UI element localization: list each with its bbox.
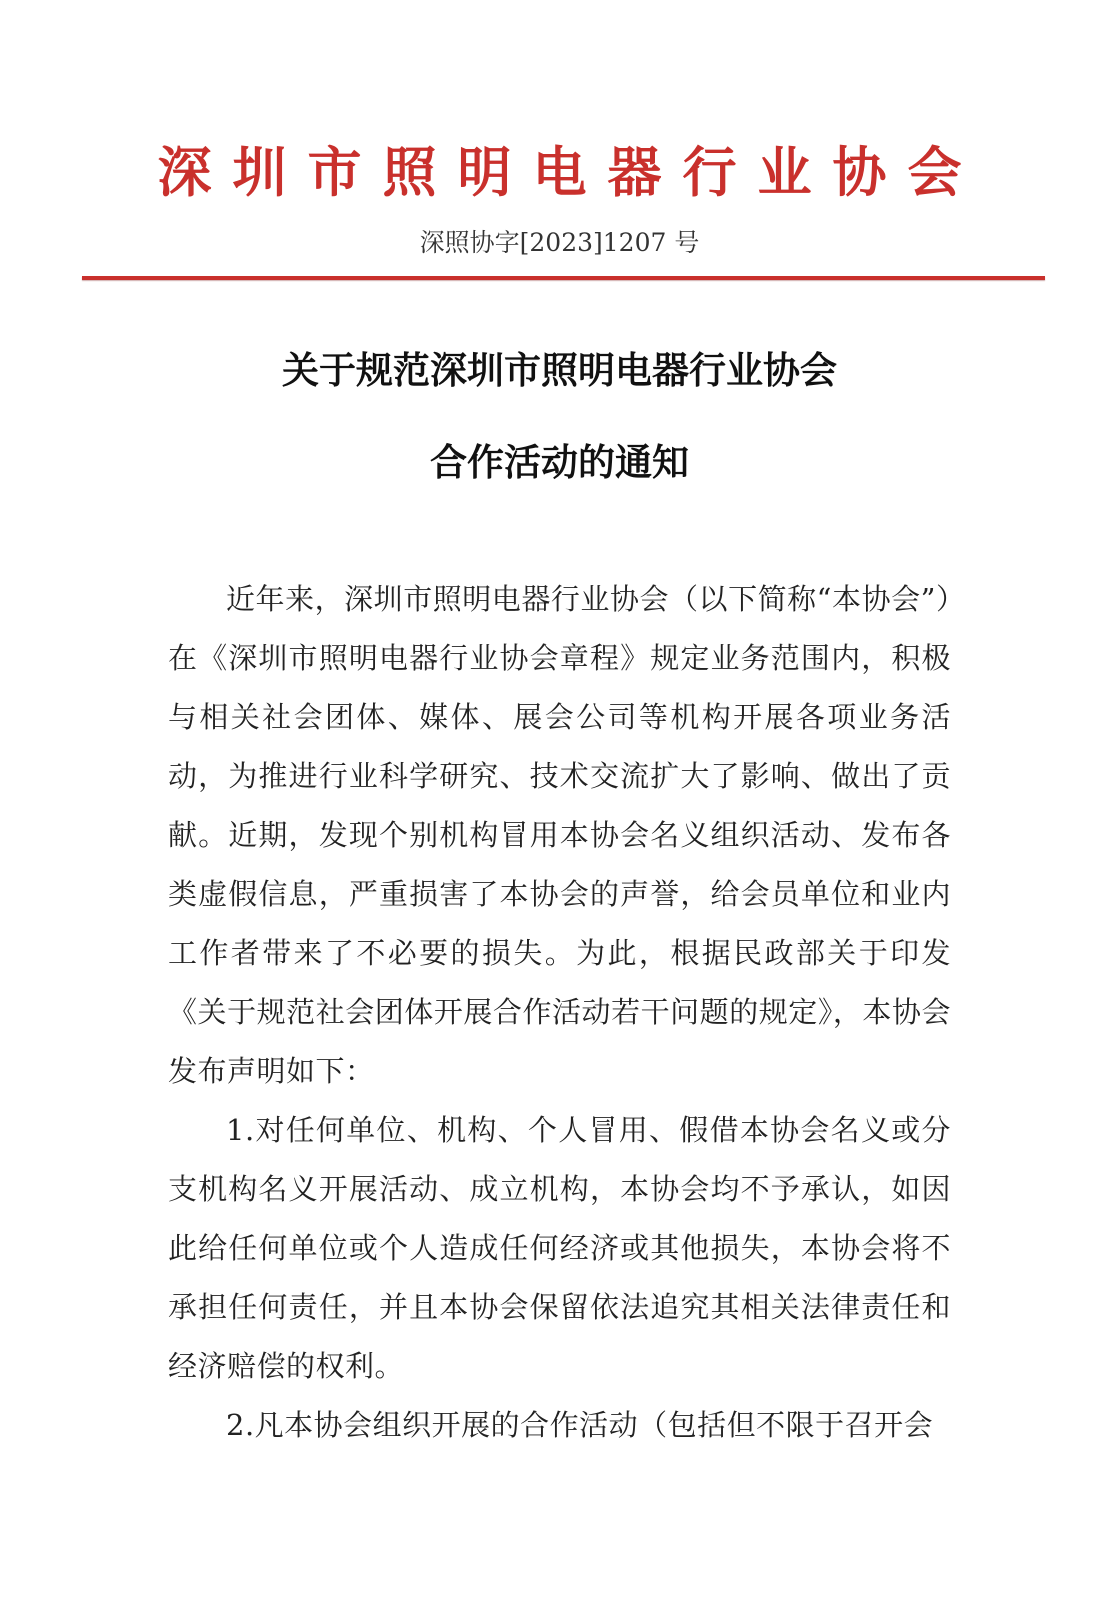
document-body [168,570,951,1455]
document-title-line-2: 合作活动的通知 [430,441,689,484]
body-paragraph-intro: 近年来，深圳市照明电器行业协会（以下简称“本协会”）在《深圳市照明电器行业协会章程》规定业务范围内，积极与相关社会团体、媒体、展会公司等机构开展各项业务活动，为推进行业科学研究、技术交流扩大了影响、做出了贡献。近期，发现个别机构冒用本协会名义组织活动、发布各类虚假信息，严重损害了本协会的声誉，给会员单位和业内工作者带来了不必要的损失。为此，根据民政部关于印发《关于规范社会团体开展合作活动若干问题的规定》，本协会发布声明如下： [168,582,951,1088]
letterhead-divider [82,276,1045,280]
body-paragraph-item-2: 2.凡本协会组织开展的合作活动（包括但不限于召开会 [226,1408,934,1442]
letterhead-org-name: 深圳市照明电器行业协会 [157,140,983,204]
body-paragraph-item-1: 1.对任何单位、机构、个人冒用、假借本协会名义或分支机构名义开展活动、成立机构，本协会均不予承认，如因此给任何单位或个人造成任何经济或其他损失，本协会将不承担任何责任，并且本协会保留依法追究其相关法律责任和经济赔偿的权利。 [168,1113,951,1383]
document-number: 深照协字[2023]1207 号 [419,228,700,257]
document-title-line-1: 关于规范深圳市照明电器行业协会 [282,349,837,392]
